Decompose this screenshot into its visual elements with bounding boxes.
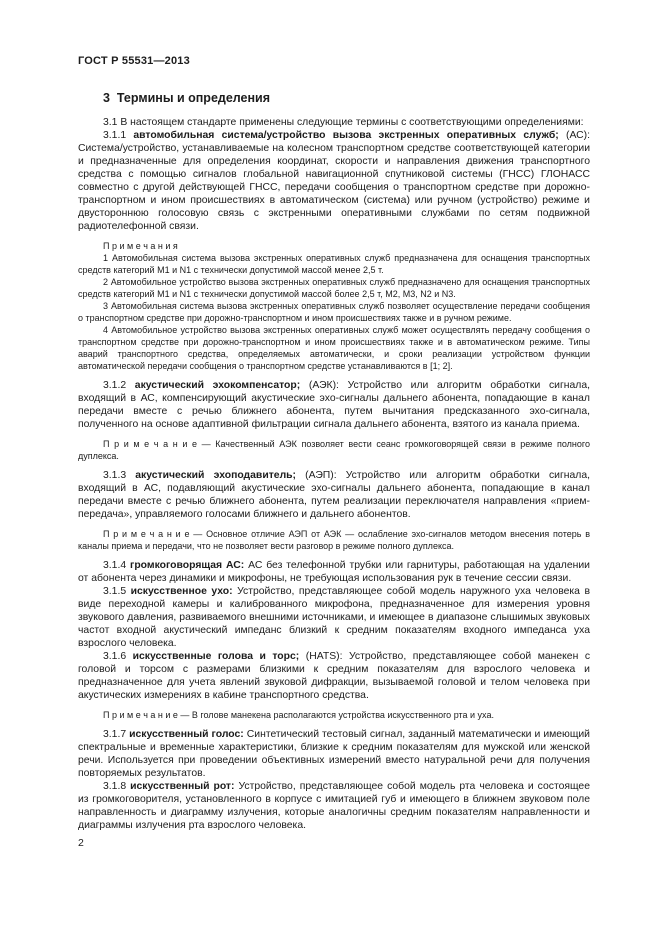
- note-hats: [78, 709, 590, 721]
- body-text: (АС): Система/устройство, устанавливаемые на колесном транспортном средстве соответствующей категории и предназначенные для определения координат, скорости и направления движения транспортного средства с помощью сигналов глобальной навигационной спутниковой системы (ГНСС) ГЛОНАСС совместно с другой действующей ГНСС, передачи сообщения о транспортном средстве при дорожно-транспортном и ином происшествиях в автоматическом (система) или ручном (устройство) режиме и двустороннюю голосовую связь с экстренными оперативными службами по сетям подвижной радиотелефонной связи.: [78, 130, 591, 232]
- body-text: П р и м е ч а н и я: [103, 241, 178, 251]
- term-3-1-8: [78, 780, 590, 832]
- body-text: 3.1.6: [103, 651, 133, 662]
- body-text: Синтетический тестовый сигнал, заданный математически и имеющий спектральные и временные характеристики, близкие к средним показателям для мужской или женской речи. Используется при проведении объективных измерений вместо натуральной речи для получения повторяемых результатов.: [78, 729, 590, 779]
- body-text: Устройство, представляющее собой модель рта человека и состоящее из громкоговорителя, установленного в корпусе с имитацией губ и имеющего в ближнем звуковом поле направленность и диаграмму излучения, которые аналогичны средним показателям направленности и диаграммы излучения рта взрослого человека.: [78, 781, 590, 831]
- term-text: автомобильная система/устройство вызова экстренных оперативных служб;: [133, 130, 559, 141]
- body-text: 3.1 В настоящем стандарте применены следующие термины с соответствующими определениями:: [103, 117, 584, 128]
- body-text: 4 Автомобильное устройство вызова экстренных оперативных служб может осуществлять передачу сообщения о транспортном средстве при дорожно-транспортном и ином происшествиях также и в автоматическом режиме. Типы аварий транспортного средства, определяемых автоматически, и сроки реализации устройством функции автоматической передачи сообщения о транспортном средстве устанавливаются в [1; 2].: [78, 325, 590, 371]
- body-text: 3.1.2: [103, 380, 135, 391]
- body-text: 3.1.7: [103, 729, 130, 740]
- term-text: искусственный рот:: [130, 781, 235, 792]
- body-text: 3.1.5: [103, 586, 131, 597]
- body-text: АС без телефонной трубки или гарнитуры, работающая на удалении от абонента через динамики и микрофоны, не требующая использования рук в течение сессии связи.: [78, 560, 590, 584]
- term-3-1-4: [78, 559, 590, 585]
- body-text: П р и м е ч а н и е — Качественный АЭК позволяет вести сеанс громкоговорящей связи в режиме полного дуплекса.: [78, 439, 590, 461]
- term-3-1-2: [78, 379, 590, 431]
- notes-heading: [78, 240, 590, 252]
- term-text: акустический эхоподавитель;: [135, 470, 297, 481]
- body-text: 3.1.4: [103, 560, 130, 571]
- term-text: громкоговорящая АС:: [130, 560, 245, 571]
- body-text: 3.1.3: [103, 470, 136, 481]
- note-aep: [78, 528, 590, 552]
- body-text: 2 Автомобильное устройство вызова экстренных оперативных служб предназначено для оснащения транспортных средств категорий M1 и N1 с технически допустимой массой более 2,5 т, M2, M3, N2 и N3.: [78, 277, 590, 299]
- note-4: [78, 324, 590, 372]
- body-text: 3 Автомобильная система вызова экстренных оперативных служб позволяет осуществление передачи сообщения о транспортном средстве при дорожно-транспортном и ином происшествиях также и в ручном режиме.: [78, 301, 590, 323]
- term-3-1-6: [78, 650, 590, 702]
- document-body: [78, 116, 590, 832]
- term-3-1-1: [78, 129, 590, 233]
- term-text: акустический эхокомпенсатор;: [134, 380, 301, 391]
- term-text: искусственное ухо:: [130, 586, 233, 597]
- body-text: (HATS): Устройство, представляющее собой манекен с головой и торсом с размерами близкими к средним показателям для взрослого человека и предназначенное для учета явлений звуковой дифракции, вызываемой головой и телом человека при акустических измерениях в кабине транспортного средства.: [78, 651, 591, 701]
- term-3-1-5: [78, 585, 590, 650]
- note-3: [78, 300, 590, 324]
- page-number: 2: [78, 837, 84, 849]
- note-2: [78, 276, 590, 300]
- note-aek: [78, 438, 590, 462]
- body-text: (АЭП): Устройство или алгоритм обработки сигнала, входящий в АС, подавляющий акустические эхо-сигналы дальнего абонента, попадающие в канал передачи вместе с речью ближнего абонента, путем реализации переключателя направления «прием-передача», управляемого голосами ближнего и дальнего абонентов.: [78, 470, 590, 520]
- clause-3-1: [78, 116, 590, 129]
- body-text: П р и м е ч а н и е — В голове манекена располагаются устройства искусственного рта и уха.: [103, 710, 494, 720]
- body-text: 3.1.1: [103, 130, 134, 141]
- term-text: искусственный голос:: [129, 729, 244, 740]
- body-text: П р и м е ч а н и е — Основное отличие АЭП от АЭК — ослабление эхо-сигналов методом внесения потерь в каналы приема и передачи, что не позволяет вести разговор в режиме полного дуплекса.: [78, 529, 590, 551]
- term-3-1-7: [78, 728, 590, 780]
- term-text: искусственные голова и торс;: [132, 651, 300, 662]
- note-1: [78, 252, 590, 276]
- term-3-1-3: [78, 469, 590, 521]
- body-text: 3.1.8: [103, 781, 131, 792]
- body-text: (АЭК): Устройство или алгоритм обработки сигнала, входящий в АС, компенсирующий акустические эхо-сигналы дальнего абонента, попадающие в канал передачи вместе с речью ближнего абонента, путем вычитания предсказанного эхо-сигнала, полученного на основе адаптивной фильтрации сигнала дальнего абонента, взятого из канала приема.: [78, 380, 590, 430]
- section-title: 3 Термины и определения: [103, 91, 271, 105]
- body-text: 1 Автомобильная система вызова экстренных оперативных служб предназначена для оснащения транспортных средств категорий M1 и N1 с технически допустимой массой менее 2,5 т.: [78, 253, 590, 275]
- doc-code: ГОСТ Р 55531—2013: [78, 55, 190, 67]
- body-text: Устройство, представляющее собой модель наружного уха человека в виде переходной камеры и калиброванного микрофона, предназначенное для измерения уровня звукового давления, развиваемого внешними источниками, и имеющее в диапазоне слышимых звуковых частот входной акустический импеданс близкий к средним показателям входного импеданса уха взрослого человека.: [78, 586, 590, 649]
